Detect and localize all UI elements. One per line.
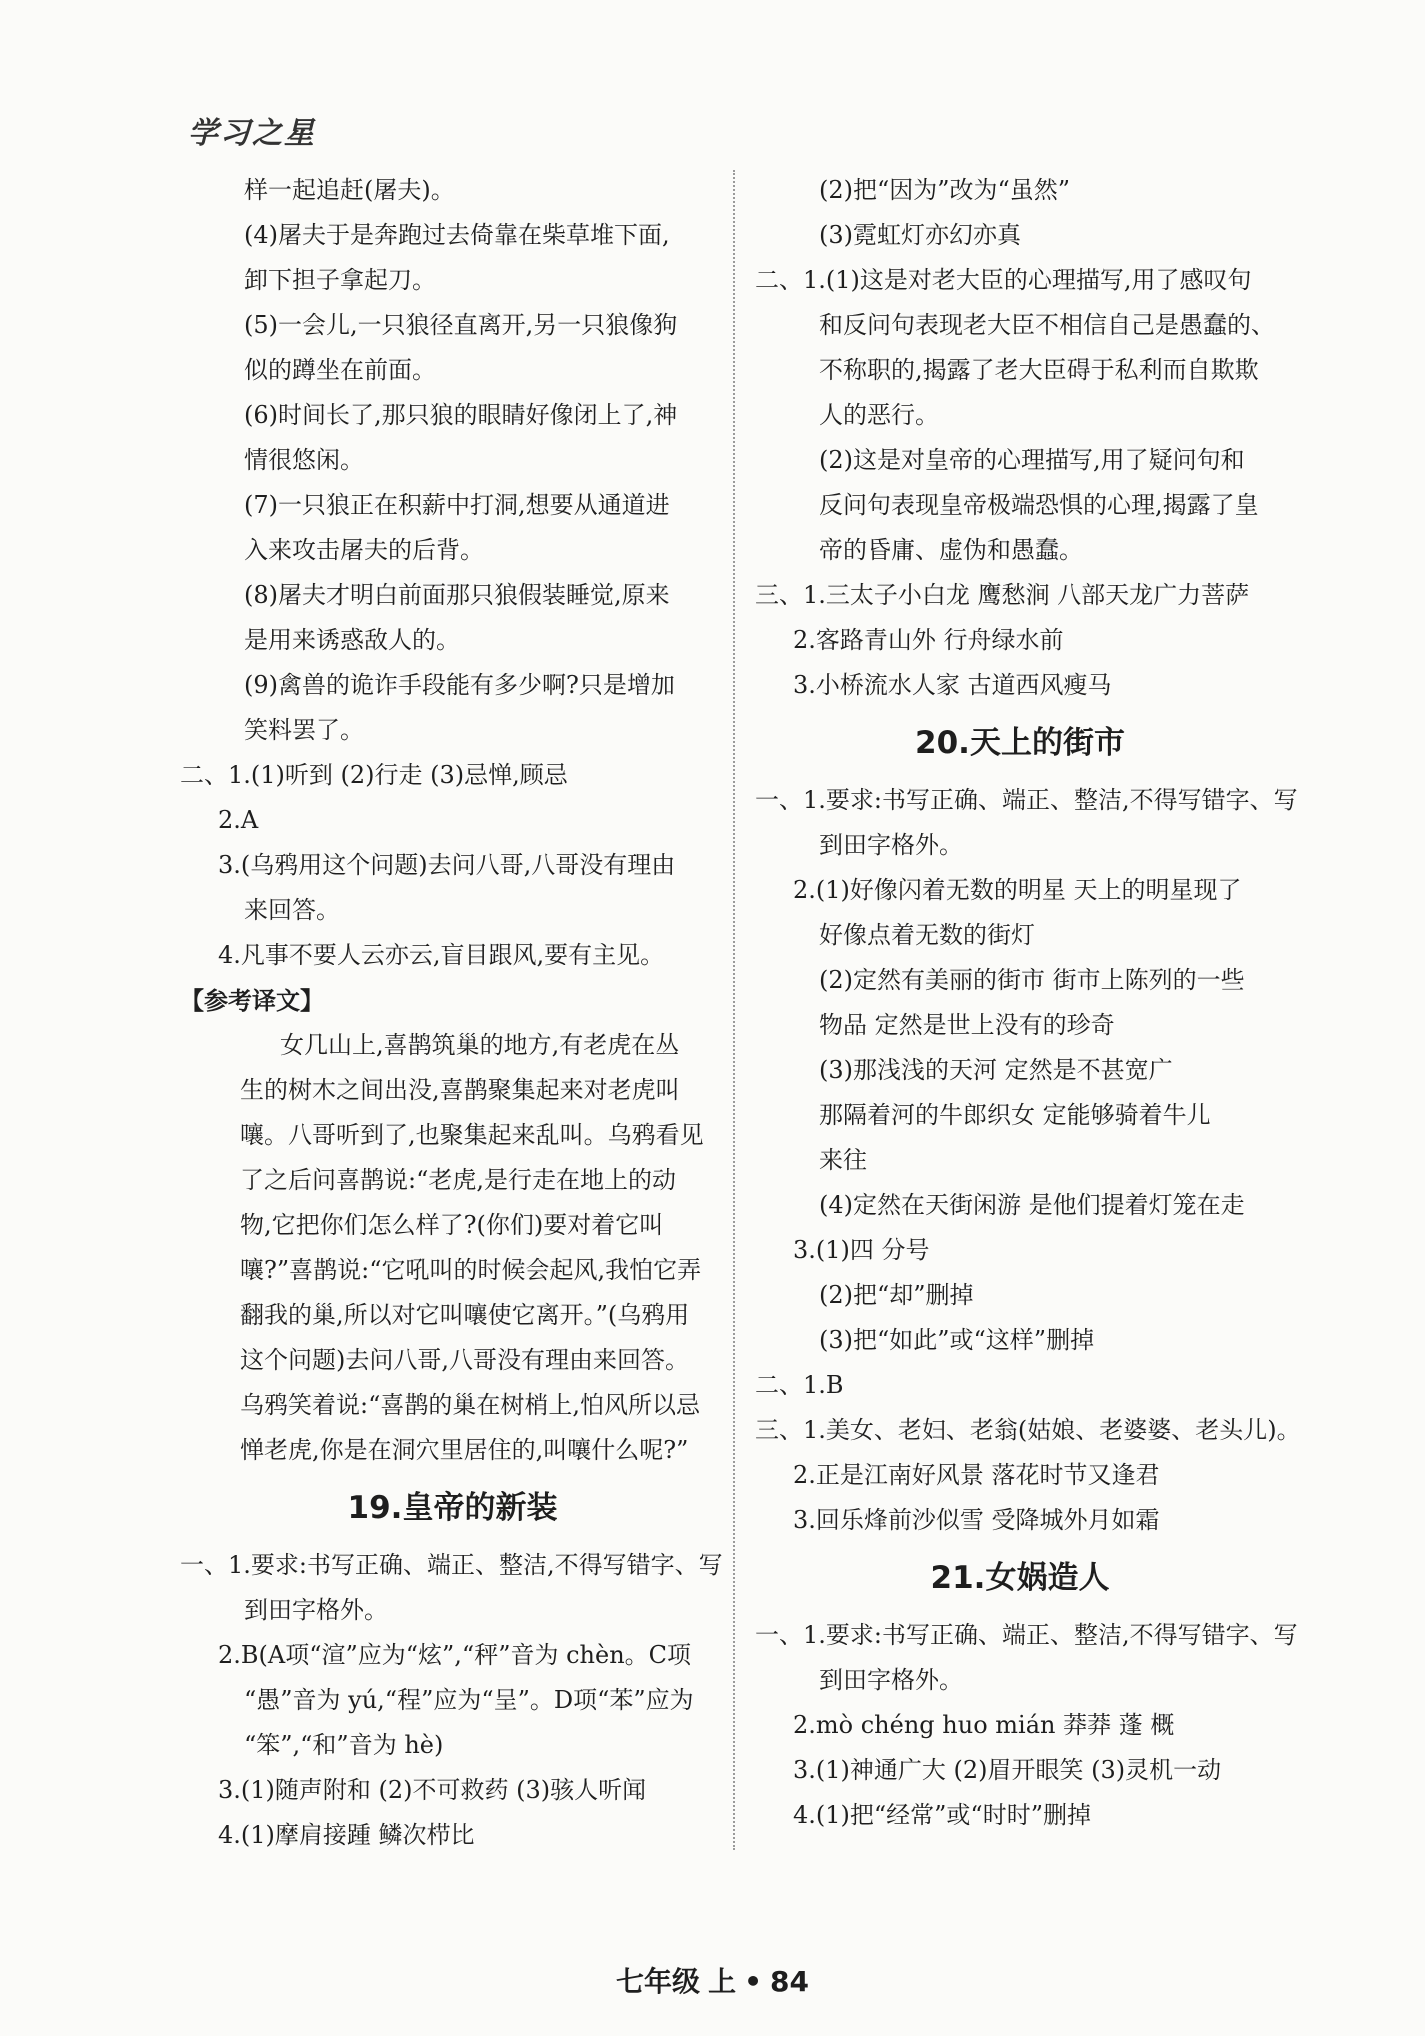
answer-line: 3.(乌鸦用这个问题)去问八哥,八哥没有理由 xyxy=(218,851,676,879)
column-divider xyxy=(733,170,735,1850)
right-answers-top xyxy=(755,168,1285,708)
answer-line: 一、1.要求:书写正确、端正、整洁,不得写错字、写 xyxy=(755,786,1298,814)
right-answers-mid xyxy=(755,778,1301,1543)
answer-line: “愚”音为 yú,“程”应为“呈”。D项“苯”应为 xyxy=(244,1686,694,1714)
answer-line: 4.(1)把“经常”或“时时”删掉 xyxy=(793,1801,1091,1829)
answer-line: 二、1.B xyxy=(755,1371,844,1399)
answer-line: 是用来诱惑敌人的。 xyxy=(244,626,460,654)
translation-line: 女几山上,喜鹊筑巢的地方,有老虎在丛 xyxy=(280,1031,680,1059)
answer-line: (3)把“如此”或“这样”删掉 xyxy=(819,1326,1095,1354)
term-label: 上 xyxy=(708,1965,737,1998)
left-answers-top xyxy=(180,168,725,978)
left-answers-bottom xyxy=(180,1543,725,1858)
answer-line: (8)屠夫才明白前面那只狼假装睡觉,原来 xyxy=(244,581,670,609)
answer-line: (2)把“因为”改为“虽然” xyxy=(819,176,1071,204)
answer-line: (2)把“却”删掉 xyxy=(819,1281,974,1309)
answer-line: 2.A xyxy=(218,806,259,834)
footer-dot: • xyxy=(744,1965,762,1998)
answer-line: (2)定然有美丽的街市 街市上陈列的一些 xyxy=(819,966,1245,994)
answer-line: 4.(1)摩肩接踵 鳞次栉比 xyxy=(218,1821,475,1849)
reference-translation xyxy=(180,1023,725,1473)
translation-line: 乌鸦笑着说:“喜鹊的巢在树梢上,怕风所以忌 xyxy=(240,1391,700,1419)
section-title-19: 19.皇帝的新装 xyxy=(347,1490,558,1526)
answer-line: 到田字格外。 xyxy=(819,1666,963,1694)
answer-line: 到田字格外。 xyxy=(244,1596,388,1624)
left-column xyxy=(180,168,725,1858)
right-answers-bottom xyxy=(755,1613,1298,1838)
answer-line: 三、1.三太子小白龙 鹰愁涧 八部天龙广力菩萨 xyxy=(755,581,1250,609)
answer-line: 3.(1)神通广大 (2)眉开眼笑 (3)灵机一动 xyxy=(793,1756,1222,1784)
answer-line: (5)一会儿,一只狼径直离开,另一只狼像狗 xyxy=(244,311,678,339)
answer-line: 反问句表现皇帝极端恐惧的心理,揭露了皇 xyxy=(819,491,1259,519)
right-column xyxy=(755,168,1301,1838)
grade-label: 七年级 xyxy=(616,1965,701,1998)
answer-line: 2.B(A项“渲”应为“炫”,“秤”音为 chèn。C项 xyxy=(218,1641,692,1669)
answer-line: 2.(1)好像闪着无数的明星 天上的明星现了 xyxy=(793,876,1242,904)
answer-line: 3.小桥流水人家 古道西风瘦马 xyxy=(793,671,1112,699)
translation-line: 这个问题)去问八哥,八哥没有理由来回答。 xyxy=(240,1346,689,1374)
answer-line: 情很悠闲。 xyxy=(244,446,364,474)
answer-line: (4)定然在天街闲游 是他们提着灯笼在走 xyxy=(819,1191,1245,1219)
answer-line: (4)屠夫于是奔跑过去倚靠在柴草堆下面, xyxy=(244,221,670,249)
answer-line: (7)一只狼正在积薪中打洞,想要从通道进 xyxy=(244,491,670,519)
answer-line: 2.正是江南好风景 落花时节又逢君 xyxy=(793,1461,1160,1489)
answer-line: 物品 定然是世上没有的珍奇 xyxy=(819,1011,1115,1039)
page-footer xyxy=(0,1960,1425,2000)
answer-line: 和反问句表现老大臣不相信自己是愚蠢的、 xyxy=(819,311,1275,339)
answer-line: 帝的昏庸、虚伪和愚蠢。 xyxy=(819,536,1083,564)
answer-line: 一、1.要求:书写正确、端正、整洁,不得写错字、写 xyxy=(755,1621,1298,1649)
answer-line: 到田字格外。 xyxy=(819,831,963,859)
answer-line: 3.回乐烽前沙似雪 受降城外月如霜 xyxy=(793,1506,1160,1534)
page-number: 84 xyxy=(769,1965,809,1998)
translation-line: 了之后问喜鹊说:“老虎,是行走在地上的动 xyxy=(240,1166,676,1194)
answer-line: 一、1.要求:书写正确、端正、整洁,不得写错字、写 xyxy=(180,1551,723,1579)
answer-line: 3.(1)四 分号 xyxy=(793,1236,930,1264)
translation-line: 嚷?”喜鹊说:“它吼叫的时候会起风,我怕它弄 xyxy=(240,1256,702,1284)
answer-line: 好像点着无数的街灯 xyxy=(819,921,1035,949)
answer-line: (3)那浅浅的天河 定然是不甚宽广 xyxy=(819,1056,1173,1084)
answer-line: 2.客路青山外 行舟绿水前 xyxy=(793,626,1064,654)
translation-line: 惮老虎,你是在洞穴里居住的,叫嚷什么呢?” xyxy=(240,1436,689,1464)
answer-line: 不称职的,揭露了老大臣碍于私利而自欺欺 xyxy=(819,356,1259,384)
answer-line: 入来攻击屠夫的后背。 xyxy=(244,536,484,564)
answer-line: 来往 xyxy=(819,1146,867,1174)
answer-line: (2)这是对皇帝的心理描写,用了疑问句和 xyxy=(819,446,1245,474)
answer-line: 卸下担子拿起刀。 xyxy=(244,266,436,294)
answer-line: (3)霓虹灯亦幻亦真 xyxy=(819,221,1021,249)
answer-line: 人的恶行。 xyxy=(819,401,939,429)
answer-line: 二、1.(1)听到 (2)行走 (3)忌惮,顾忌 xyxy=(180,761,568,789)
answer-line: 二、1.(1)这是对老大臣的心理描写,用了感叹句 xyxy=(755,266,1252,294)
answer-line: 3.(1)随声附和 (2)不可救药 (3)骇人听闻 xyxy=(218,1776,647,1804)
answer-line: 样一起追赶(屠夫)。 xyxy=(244,176,455,204)
section-title-20: 20.天上的街市 xyxy=(915,725,1125,761)
answer-line: 三、1.美女、老妇、老翁(姑娘、老婆婆、老头儿)。 xyxy=(755,1416,1301,1444)
answer-line: 2.mò chéng huo mián 莽莽 蓬 概 xyxy=(793,1711,1175,1739)
answer-line: “笨”,“和”音为 hè) xyxy=(244,1731,444,1759)
answer-line: (9)禽兽的诡诈手段能有多少啊?只是增加 xyxy=(244,671,675,699)
translation-line: 嚷。八哥听到了,也聚集起来乱叫。乌鸦看见 xyxy=(240,1121,704,1149)
answer-line: 来回答。 xyxy=(244,896,340,924)
brand-logo-text: 学习之星 xyxy=(188,116,316,151)
reference-translation-label: 【参考译文】 xyxy=(180,986,324,1015)
answer-line: 笑料罢了。 xyxy=(244,716,364,744)
answer-line: 似的蹲坐在前面。 xyxy=(244,356,436,384)
answer-line: (6)时间长了,那只狼的眼睛好像闭上了,神 xyxy=(244,401,678,429)
answer-line: 4.凡事不要人云亦云,盲目跟风,要有主见。 xyxy=(218,941,665,969)
translation-line: 翻我的巢,所以对它叫嚷使它离开。”(乌鸦用 xyxy=(240,1301,690,1329)
translation-line: 物,它把你们怎么样了?(你们)要对着它叫 xyxy=(240,1211,664,1239)
section-title-21: 21.女娲造人 xyxy=(930,1560,1110,1596)
answer-line: 那隔着河的牛郎织女 定能够骑着牛儿 xyxy=(819,1101,1211,1129)
translation-line: 生的树木之间出没,喜鹊聚集起来对老虎叫 xyxy=(240,1076,680,1104)
